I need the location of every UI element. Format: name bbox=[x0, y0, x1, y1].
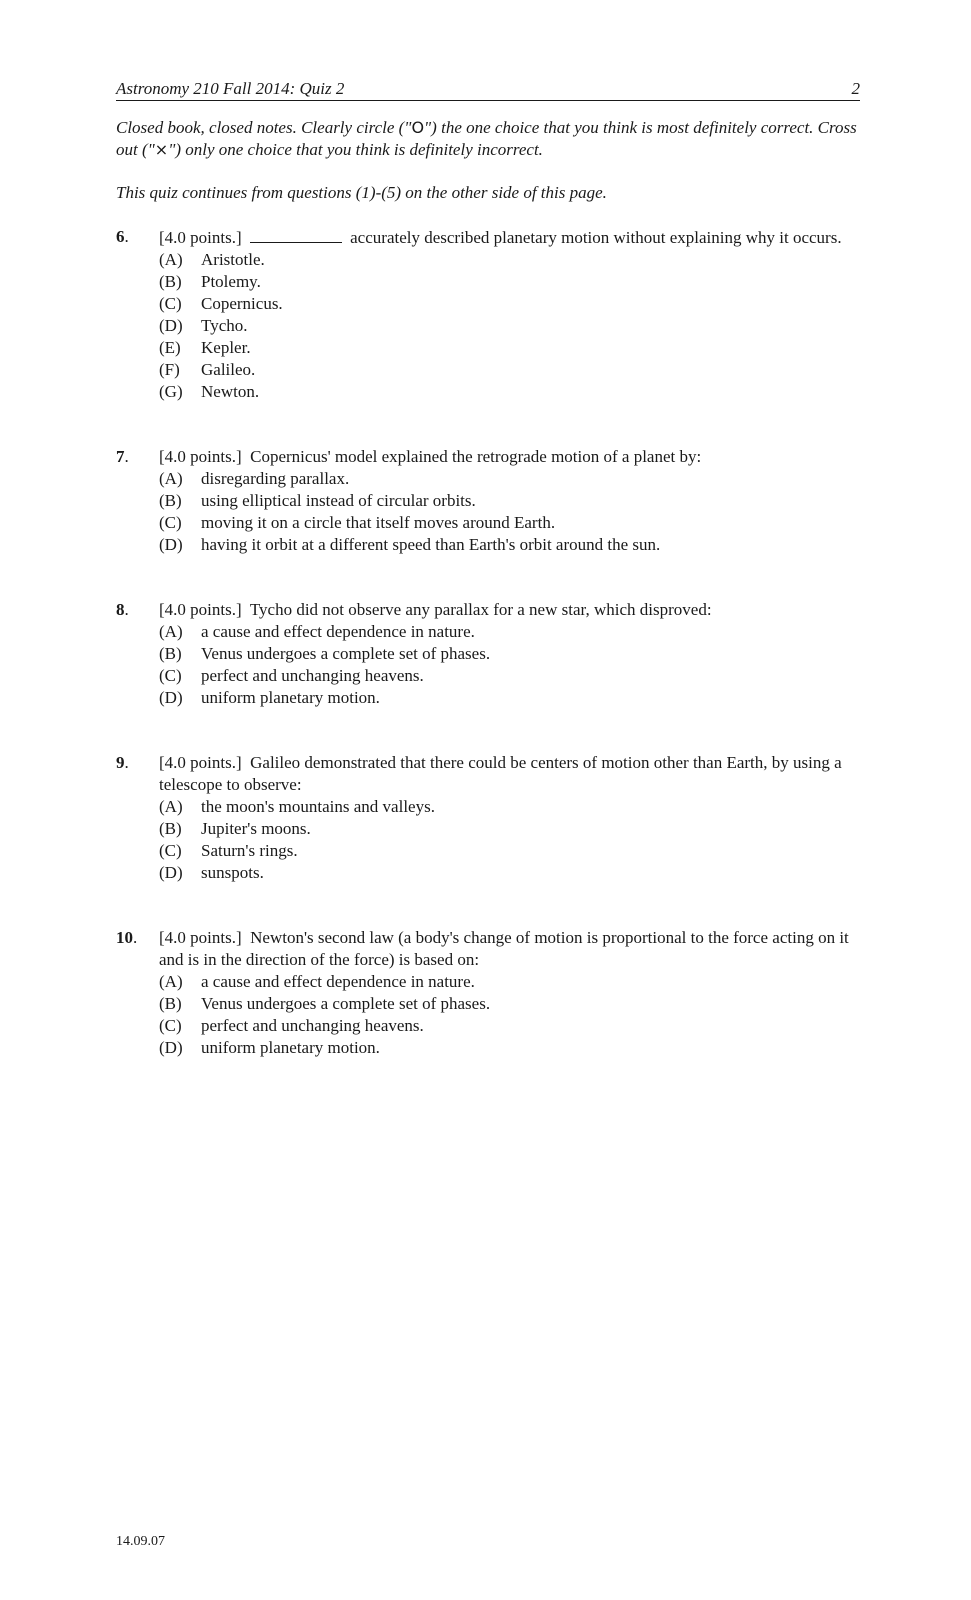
choice-d[interactable] bbox=[159, 315, 860, 337]
choice-letter: (A) bbox=[159, 469, 183, 488]
question-points: [4.0 points.] bbox=[159, 600, 242, 619]
continue-note: This quiz continues from questions (1)-(5) on the other side of this page. bbox=[116, 183, 607, 202]
choice-b[interactable] bbox=[159, 993, 860, 1015]
page-number: 2 bbox=[851, 79, 860, 98]
choice-letter: (A) bbox=[159, 797, 183, 816]
choice-text: a cause and effect dependence in nature. bbox=[201, 972, 475, 991]
question-text bbox=[159, 599, 860, 621]
question-text bbox=[159, 927, 860, 971]
choice-d[interactable] bbox=[159, 687, 860, 709]
question-text bbox=[159, 226, 860, 249]
question-8 bbox=[116, 599, 860, 709]
choice-text: having it orbit at a different speed than Earth's orbit around the sun. bbox=[201, 535, 661, 554]
question-points: [4.0 points.] bbox=[159, 228, 242, 247]
question-body: Copernicus' model explained the retrograde motion of a planet by: bbox=[250, 447, 702, 466]
question-number: 7. bbox=[116, 447, 129, 466]
choice-text: Saturn's rings. bbox=[201, 841, 298, 860]
choice-f[interactable] bbox=[159, 359, 860, 381]
choice-text: moving it on a circle that itself moves around Earth. bbox=[201, 513, 556, 532]
question-body: Galileo demonstrated that there could be centers of motion other than Earth, by using a telescope to observe: bbox=[159, 753, 842, 794]
choice-b[interactable] bbox=[159, 490, 860, 512]
choice-a[interactable] bbox=[159, 621, 860, 643]
question-body: Tycho did not observe any parallax for a new star, which disproved: bbox=[249, 600, 712, 619]
page-header bbox=[116, 78, 860, 101]
choice-b[interactable] bbox=[159, 271, 860, 293]
instructions-part2: ") the one choice that you think is most definitely correct. Cross out (" bbox=[116, 118, 857, 159]
choice-letter: (F) bbox=[159, 360, 180, 379]
choice-letter: (B) bbox=[159, 272, 182, 291]
choice-a[interactable] bbox=[159, 249, 860, 271]
choice-list bbox=[159, 621, 860, 709]
choice-c[interactable] bbox=[159, 512, 860, 534]
choice-letter: (B) bbox=[159, 491, 182, 510]
question-points: [4.0 points.] bbox=[159, 753, 242, 772]
choice-b[interactable] bbox=[159, 643, 860, 665]
question-points: [4.0 points.] bbox=[159, 928, 242, 947]
choice-letter: (C) bbox=[159, 1016, 182, 1035]
choice-letter: (C) bbox=[159, 666, 182, 685]
choice-text: uniform planetary motion. bbox=[201, 1038, 380, 1057]
choice-text: Tycho. bbox=[201, 316, 248, 335]
choice-letter: (B) bbox=[159, 994, 182, 1013]
question-9 bbox=[116, 752, 860, 884]
choice-e[interactable] bbox=[159, 337, 860, 359]
choice-g[interactable] bbox=[159, 381, 860, 403]
choice-letter: (E) bbox=[159, 338, 181, 357]
choice-list bbox=[159, 468, 860, 556]
choice-letter: (D) bbox=[159, 316, 183, 335]
choice-text: Venus undergoes a complete set of phases. bbox=[201, 644, 491, 663]
choice-a[interactable] bbox=[159, 796, 860, 818]
question-number: 8. bbox=[116, 600, 129, 619]
choice-list bbox=[159, 249, 860, 403]
instructions-part1: Closed book, closed notes. Clearly circle (" bbox=[116, 118, 412, 137]
choice-text: uniform planetary motion. bbox=[201, 688, 380, 707]
choice-letter: (D) bbox=[159, 863, 183, 882]
question-text bbox=[159, 446, 860, 468]
choice-text: perfect and unchanging heavens. bbox=[201, 666, 424, 685]
choice-d[interactable] bbox=[159, 534, 860, 556]
answer-blank bbox=[250, 226, 342, 243]
choice-letter: (A) bbox=[159, 250, 183, 269]
choice-b[interactable] bbox=[159, 818, 860, 840]
instructions-part3: ") only one choice that you think is definitely incorrect. bbox=[168, 140, 543, 159]
choice-letter: (C) bbox=[159, 513, 182, 532]
question-number: 10. bbox=[116, 928, 138, 947]
question-text bbox=[159, 752, 860, 796]
choice-c[interactable] bbox=[159, 1015, 860, 1037]
choice-letter: (C) bbox=[159, 294, 182, 313]
question-body: Newton's second law (a body's change of motion is proportional to the force acting on it and is in the direction of the force) is based on: bbox=[159, 928, 849, 969]
choice-text: sunspots. bbox=[201, 863, 264, 882]
question-7 bbox=[116, 446, 860, 556]
choice-text: using elliptical instead of circular orbits. bbox=[201, 491, 476, 510]
choice-letter: (A) bbox=[159, 622, 183, 641]
cross-symbol: × bbox=[154, 140, 169, 159]
choice-letter: (A) bbox=[159, 972, 183, 991]
instructions bbox=[116, 117, 860, 161]
choice-a[interactable] bbox=[159, 468, 860, 490]
footer-date-code: 14.09.07 bbox=[116, 1534, 165, 1549]
choice-text: Ptolemy. bbox=[201, 272, 261, 291]
choice-d[interactable] bbox=[159, 862, 860, 884]
question-points: [4.0 points.] bbox=[159, 447, 242, 466]
choice-text: Venus undergoes a complete set of phases. bbox=[201, 994, 491, 1013]
choice-letter: (B) bbox=[159, 819, 182, 838]
choice-text: Galileo. bbox=[201, 360, 256, 379]
choice-text: perfect and unchanging heavens. bbox=[201, 1016, 424, 1035]
question-6 bbox=[116, 226, 860, 403]
choice-c[interactable] bbox=[159, 840, 860, 862]
choice-letter: (D) bbox=[159, 688, 183, 707]
choice-text: Kepler. bbox=[201, 338, 251, 357]
question-number: 6. bbox=[116, 227, 129, 246]
question-body: accurately described planetary motion without explaining why it occurs. bbox=[350, 228, 842, 247]
choice-text: Newton. bbox=[201, 382, 260, 401]
choice-text: Jupiter's moons. bbox=[201, 819, 311, 838]
question-10 bbox=[116, 927, 860, 1059]
choice-letter: (B) bbox=[159, 644, 182, 663]
choice-d[interactable] bbox=[159, 1037, 860, 1059]
choice-c[interactable] bbox=[159, 293, 860, 315]
choice-text: Aristotle. bbox=[201, 250, 265, 269]
choice-letter: (D) bbox=[159, 1038, 183, 1057]
circle-symbol: O bbox=[411, 118, 425, 137]
choice-letter: (C) bbox=[159, 841, 182, 860]
choice-letter: (D) bbox=[159, 535, 183, 554]
choice-a[interactable] bbox=[159, 971, 860, 993]
choice-list bbox=[159, 796, 860, 884]
question-number: 9. bbox=[116, 753, 129, 772]
choice-c[interactable] bbox=[159, 665, 860, 687]
choice-text: disregarding parallax. bbox=[201, 469, 350, 488]
choice-text: a cause and effect dependence in nature. bbox=[201, 622, 475, 641]
choice-letter: (G) bbox=[159, 382, 183, 401]
choice-text: the moon's mountains and valleys. bbox=[201, 797, 435, 816]
quiz-page bbox=[116, 78, 860, 1059]
choice-list bbox=[159, 971, 860, 1059]
choice-text: Copernicus. bbox=[201, 294, 283, 313]
quiz-title: Astronomy 210 Fall 2014: Quiz 2 bbox=[116, 79, 345, 98]
